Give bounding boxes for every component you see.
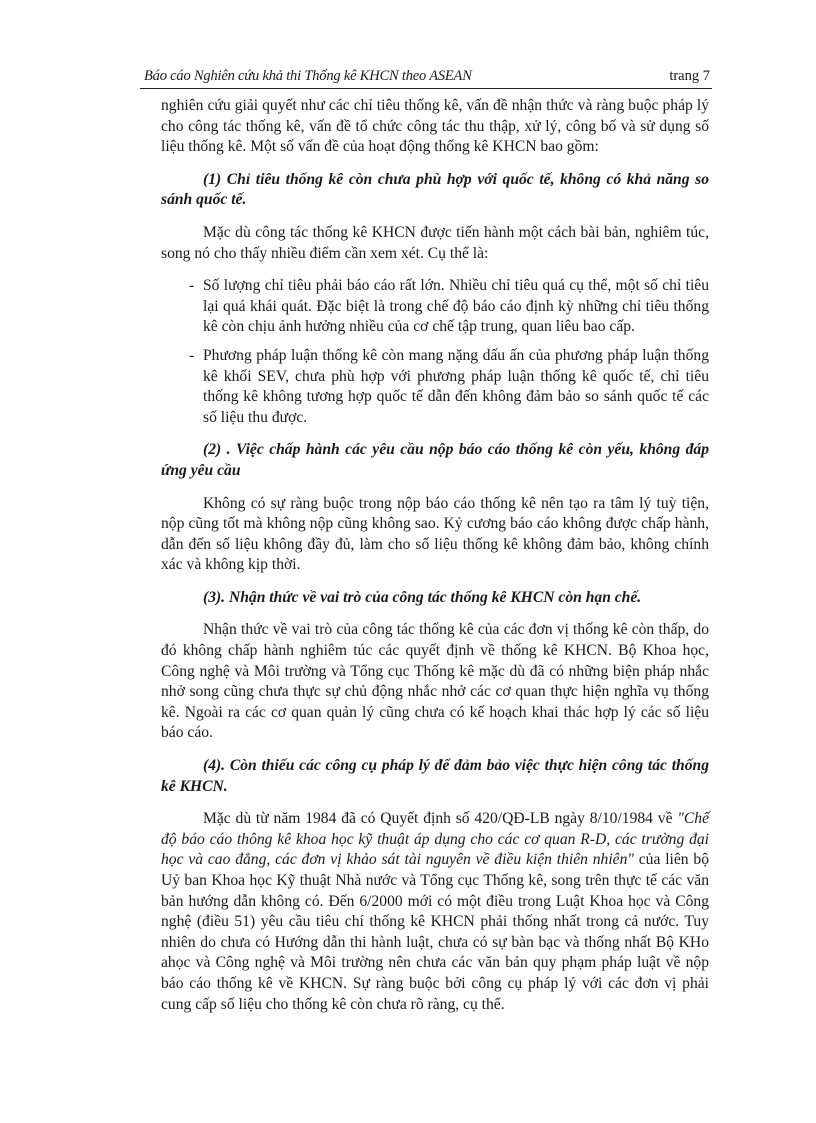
- section-4-heading: (4). Còn thiếu các công cụ pháp lý để đảm bảo việc thực hiện công tác thống kê KHCN.: [161, 757, 709, 795]
- document-body: [161, 96, 709, 1027]
- section-1-paragraph: Mặc dù công tác thống kê KHCN được tiến hành một cách bài bản, nghiêm túc, song nó cho thấy nhiều điểm cần xem xét. Cụ thể là:: [161, 223, 709, 262]
- section-4-text-end: của liên bộ Uỷ ban Khoa học Kỹ thuật Nhà nước và Tổng cục Thống kê, song trên thực tế các văn bản hướng dẫn không có. Đến 6/2000 mới có một điều trong Luật Khoa học và Công nghệ (điều 51) yêu cầu tiêu chí thống kê KHCN phải thống nhất trong cả nước. Tuy nhiên do chưa có Hướng dẫn thi hành luật, chưa có sự bàn bạc và thống nhất Bộ KHo ahọc và Công nghệ và Môi trường nên chưa các văn bản quy phạm pháp luật về nộp báo cáo thống kê về KHCN. Sự ràng buộc bởi công cụ pháp lý với các đơn vị phải cung cấp số liệu cho thống kê còn chưa rõ ràng, cụ thể.: [161, 851, 710, 1013]
- list-item: - Số lượng chỉ tiêu phải báo cáo rất lớn. Nhiều chỉ tiêu quá cụ thể, một số chỉ tiêu lại quá khái quát. Đặc biệt là trong chế độ báo cáo định kỳ những chỉ tiêu thống kê còn chịu ảnh hưởng nhiều của cơ chế tập trung, quan liêu bao cấp.: [161, 276, 709, 338]
- regulation-title-quote: "Chế độ báo cáo thông kê khoa học kỹ thuật áp dụng cho các cơ quan R-D, các trường đại học và cao đẳng, các đơn vị khảo sát tài nguyên về điều kiện thiên nhiên": [161, 810, 709, 869]
- page-number: trang 7: [669, 68, 710, 84]
- page-header: [140, 62, 712, 89]
- section-1-heading: (1) Chỉ tiêu thống kê còn chưa phù hợp với quốc tế, không có khả năng so sánh quốc tế.: [161, 170, 709, 209]
- section-3-paragraph: Nhận thức về vai trò của công tác thống kê của các đơn vị thống kê còn thấp, do đó không chấp hành nghiêm túc các quyết định về thống kê KHCN. Bộ Khoa học, Công nghệ và Môi trường và Tổng cục Thống kê mặc dù đã có những biện pháp nhắc nhở song cũng chưa thực sự chủ động nhắc nhở các cơ quan thực hiện nghĩa vụ thống kê. Ngoài ra các cơ quan quản lý cũng chưa có kế hoạch khai thác hợp lý các số liệu báo cáo.: [161, 621, 709, 742]
- section-3-heading: (3). Nhận thức về vai trò của công tác thống kê KHCN còn hạn chế.: [203, 588, 642, 606]
- section-4-paragraph: [161, 809, 709, 1015]
- list-item: - Phương pháp luận thống kê còn mang nặng dấu ấn của phương pháp luận thống kê khối SEV, chưa phù hợp với phương pháp luận thống kê quốc tế, chỉ tiêu thống kê không tương hợp quốc tế dẫn đến không đảm bảo so sánh quốc tế các số liệu thu được.: [161, 346, 709, 428]
- section-2-heading: (2) . Việc chấp hành các yêu cầu nộp báo cáo thống kê còn yếu, không đáp ứng yêu cầu: [161, 441, 709, 479]
- section-1-bullet-list: [161, 276, 709, 428]
- section-2-paragraph: Không có sự ràng buộc trong nộp báo cáo thống kê nên tạo ra tâm lý tuỳ tiện, nộp cũng tốt mà không nộp cũng không sao. Kỷ cương báo cáo không được chấp hành, dẫn đến số liệu không đầy đủ, làm cho số liệu thống kê không đảm bảo, không chính xác và không kịp thời.: [161, 494, 709, 574]
- document-title: Báo cáo Nghiên cứu khả thi Thống kê KHCN theo ASEAN: [144, 68, 472, 84]
- intro-paragraph: nghiên cứu giải quyết như các chỉ tiêu thống kê, vấn đề nhận thức và ràng buộc pháp lý cho công tác thống kê, vấn đề tổ chức công tác thu thập, xử lý, công bố và sử dụng số liệu thống kê. Một số vấn đề của hoạt động thống kê KHCN bao gồm:: [161, 97, 709, 156]
- section-4-text-start: Mặc dù từ năm 1984 đã có Quyết định số 420/QĐ-LB ngày 8/10/1984 về: [203, 810, 678, 828]
